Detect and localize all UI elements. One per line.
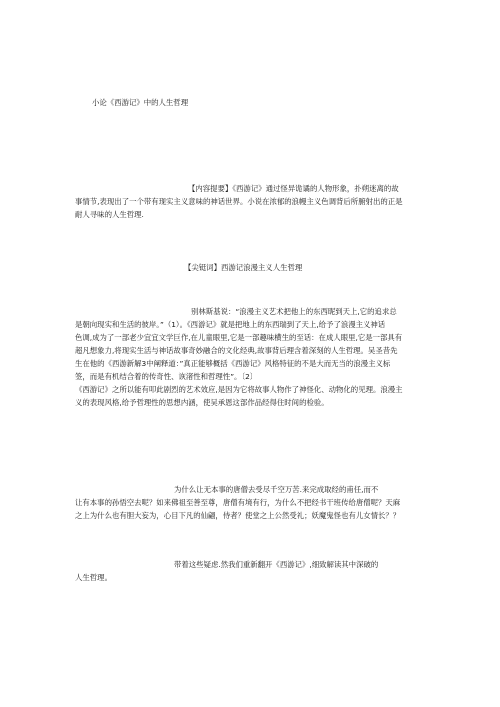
body-line: 生在他的《西游新解3中阐释道：”真正能够概括《西游记》风格特征的不是大而无当的浪漫主义标 bbox=[75, 359, 391, 368]
closing-line: 带着这些疑虑.然我们重新翻开《西游记》,细致解读其中深破的 bbox=[174, 560, 379, 569]
body-line: 是朝向现实和生活的彼岸。”（1）。《西游记》就是把地上的东西瑞到了天上,给予了浪漫主义神话 bbox=[75, 320, 386, 329]
body-line: 《西游记》之所以能有叩此剧烈的艺术效应,是因为它将故事人物作了神怪化、动物化的见理。浪漫主 bbox=[75, 385, 403, 394]
body-line: 色调,成为了一部老少宜宜文学巨作,在儿童眼里,它是一部趣味横生的至话：在成人眼里,它是一部具有 bbox=[75, 333, 403, 342]
body-line: 义的表现风格,给予哲理性的思想内涵，使吴承恩这部作品经得住时间的检验。 bbox=[75, 398, 329, 407]
body-line: 签，而是有机结合着的传奇性、诙渚性和哲理性”。〔2〕 bbox=[75, 372, 258, 381]
questions-paragraph bbox=[0, 483, 500, 522]
keywords-line: 【尖铤词】西游记浪漫主义人生哲理 bbox=[184, 263, 303, 272]
summary-line: 耐人寻味的人生哲理. bbox=[75, 210, 144, 219]
body-line: 超凡想象力,将现实生活与神话故事奇妙融合的文化经典,故事背后理含着深刻的人生哲理。吴圣昔先 bbox=[75, 346, 398, 355]
closing-paragraph bbox=[0, 558, 500, 584]
document-title: 小论《西游记》中的人生哲理 bbox=[92, 98, 189, 107]
summary-line: 事情节,表现出了一个带有现实主义意味的神话世界。小说在浓郁的浪幔主义色调背后所腑射出的正是 bbox=[75, 197, 403, 206]
questions-line: 为什么让无本事的唐僧去受尽千空万苦.来完成取经的甫任,而不 bbox=[174, 485, 379, 494]
closing-line: 人生哲理。 bbox=[75, 573, 112, 582]
body-paragraph bbox=[0, 305, 500, 409]
questions-line: 之上为什么也有胆大妄为，心目下凡的仙翩，侍者？使堂之上公然受礼；妖魔鬼怪也有儿女情长？？ bbox=[75, 511, 401, 520]
summary-paragraph bbox=[0, 182, 500, 221]
questions-line: 让有本事的孙悟空去呢？如来佛祖至善至尊，唐僧有境有行，为什么不把经书干班传给唐僧呢？天麻 bbox=[75, 498, 401, 507]
summary-line: 【内容提要】《西游记》通过怪异诡谲的人物形象，扑朔迷离的故 bbox=[188, 184, 399, 193]
body-line: 别林斯基说：“浪漫主义艺术把他上的东西昵到天上,它的追求总 bbox=[191, 307, 397, 316]
